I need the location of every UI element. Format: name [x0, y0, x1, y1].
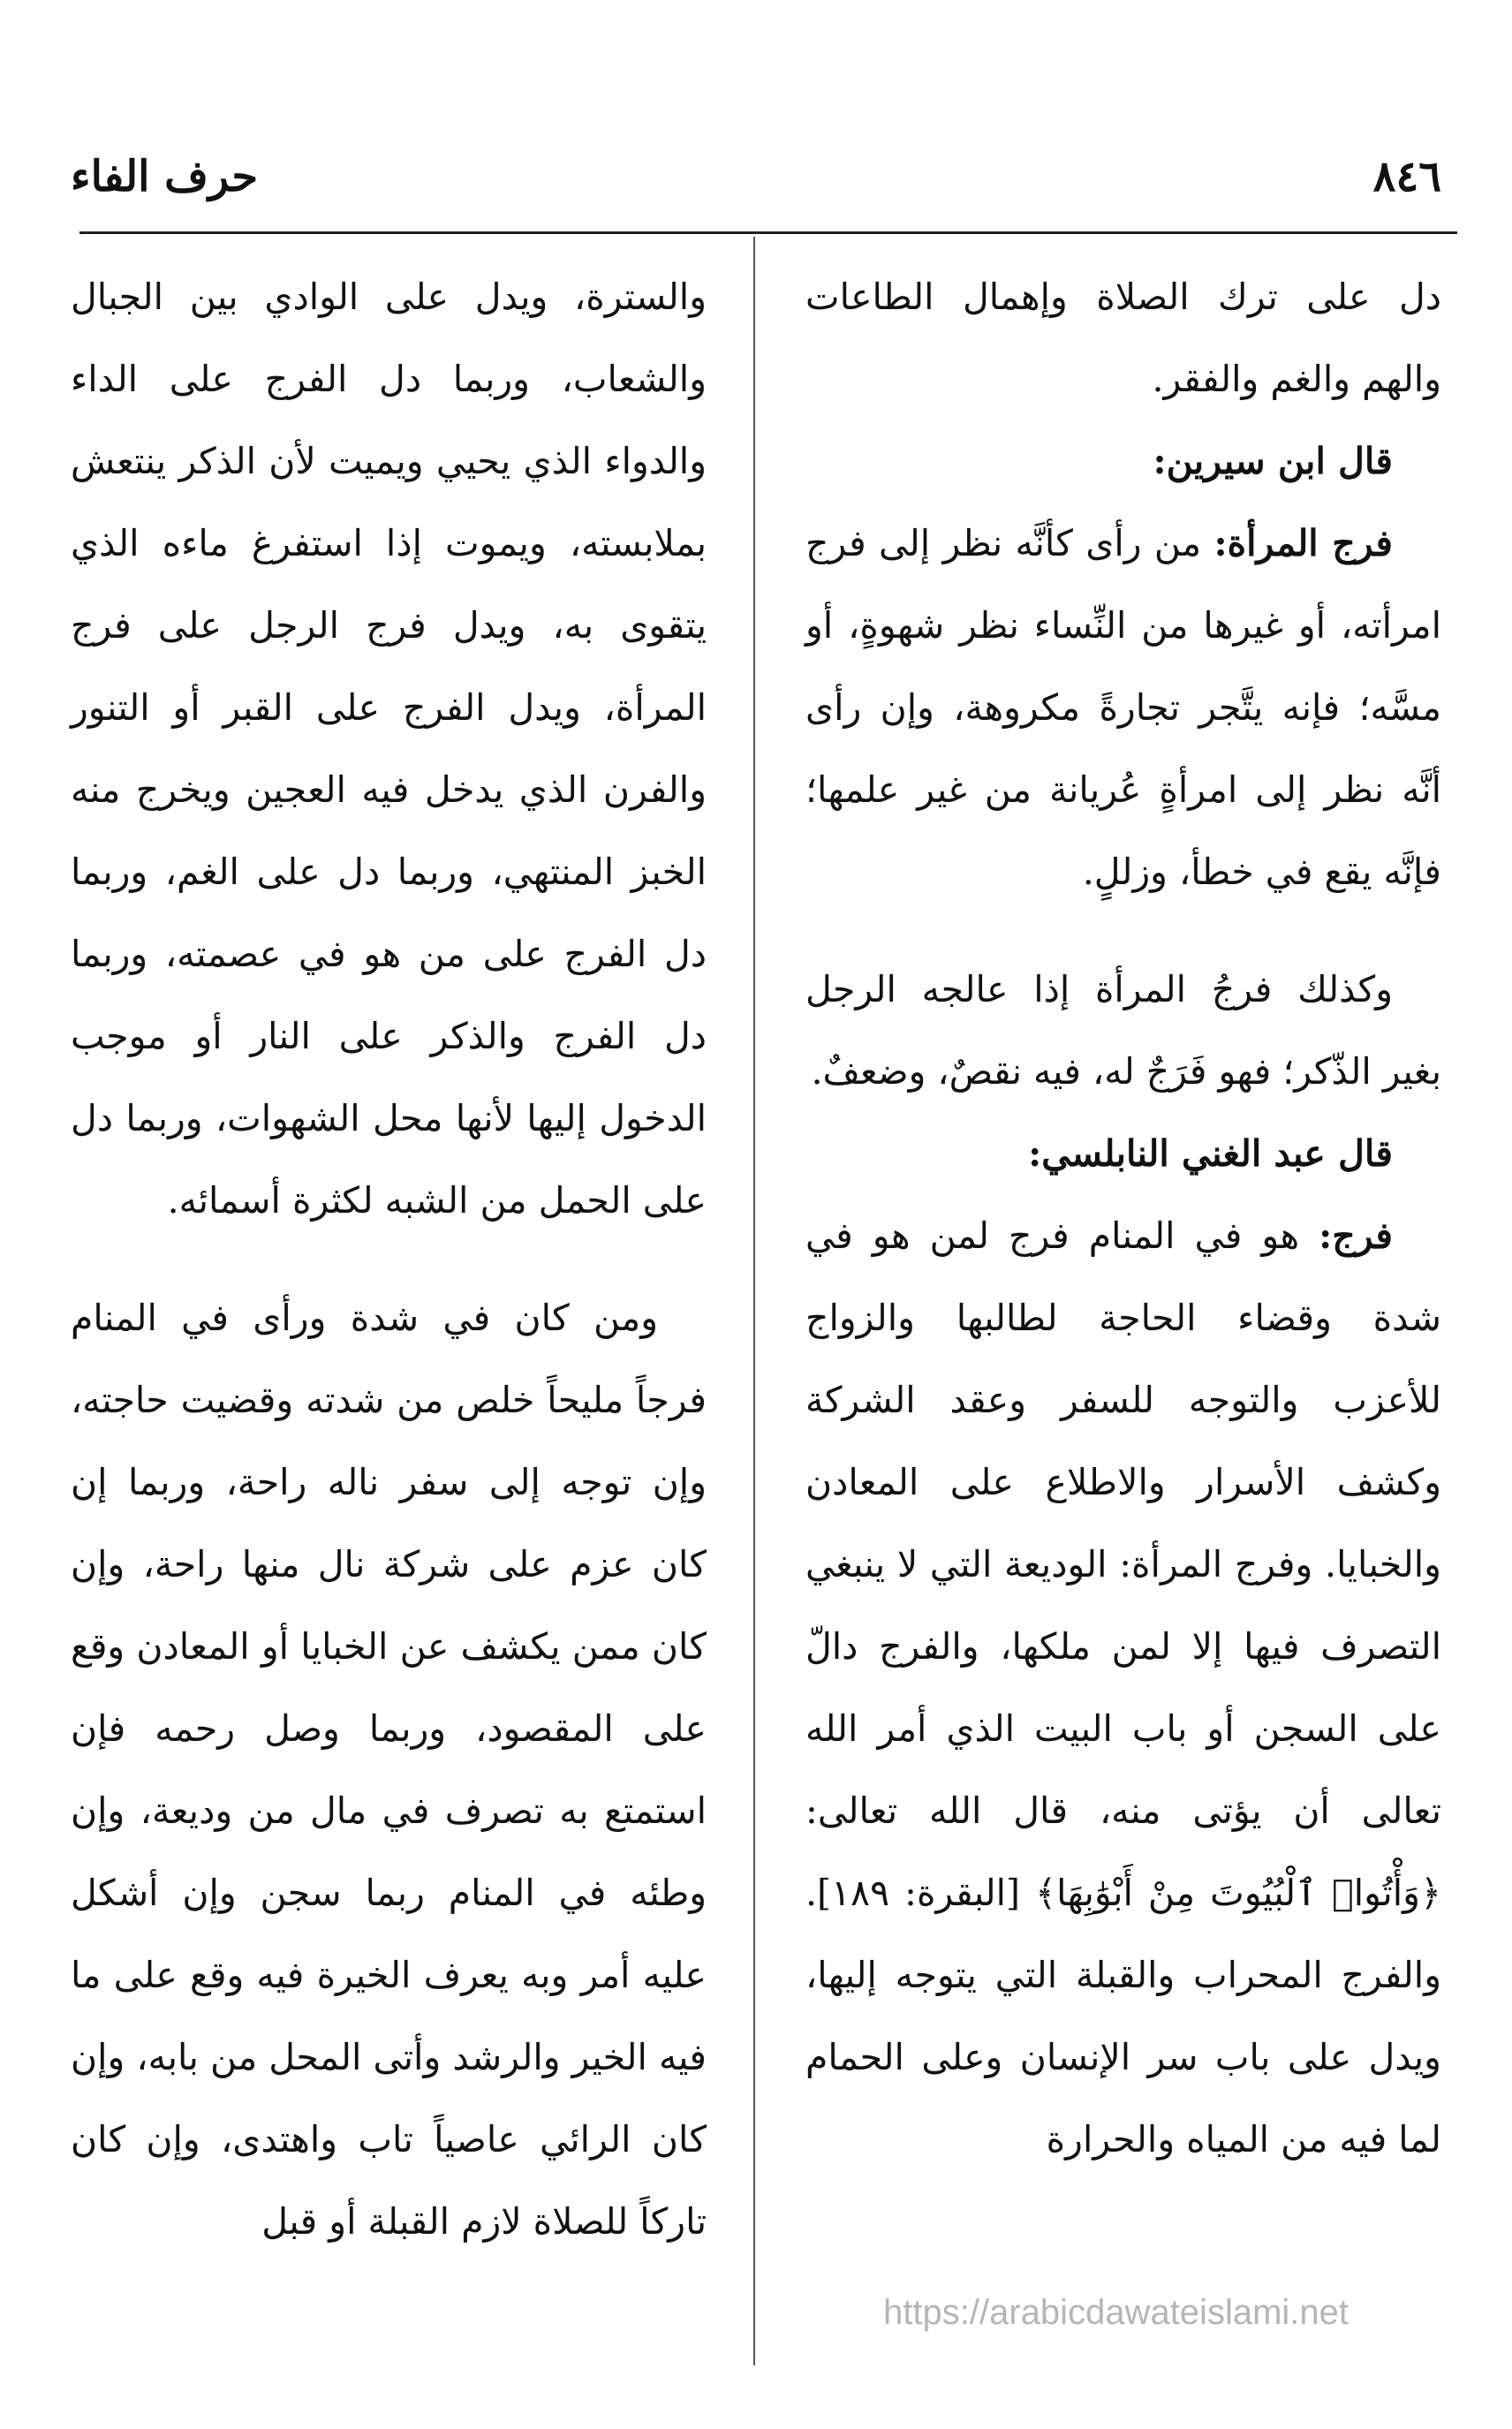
paragraph-likewise: وكذلك فرجُ المرأة إذا عالجه الرجل بغير الذّكر؛ فهو فَرَجٌ له، فيه نقصٌ، وضعفٌ.	[805, 968, 1441, 1093]
quran-verse: ﴿وَأْتُوا۟ ٱلْبُيُوتَ مِنْ أَبْوَٰبِهَا﴾	[1035, 1872, 1441, 1914]
entry-lead-term: فرج:	[1319, 1214, 1393, 1257]
paragraph-farj-entry	[805, 1195, 1441, 2181]
entry-text: من رأى كأنَّه نظر إلى فرج امرأته، أو غيرها من النِّساء نظر شهوةٍ، أو مسَّه؛ فإنه يتَّجر تجارةً مكروهة، وإن رأى أنَّه نظر إلى امرأةٍ عُريانة من غير علمها؛ فإنَّه يقع في خطأ، وزللٍ.	[805, 522, 1442, 893]
section-heading-ibn-sirin: قال ابن سيرين:	[1153, 440, 1393, 482]
paragraph-continuation: دل على ترك الصلاة وإهمال الطاعات والهم والغم والفقر.	[805, 276, 1441, 400]
section-heading-nabulsi: قال عبد الغني النابلسي:	[1028, 1132, 1393, 1175]
page-number: ٨٤٦	[1372, 152, 1441, 201]
paragraph-continuation: والسترة، ويدل على الوادي بين الجبال والشعاب، وربما دل الفرج على الداء والدواء الذي يحيي ويميت لأن الذكر ينتعش بملابسته، ويموت إذا استفرغ ماءه الذي يتقوى به، ويدل فرج الرجل على فرج المرأة، ويدل الفرج على القبر أو التنور والفرن الذي يدخل فيه العجين ويخرج منه الخبز المنتهي، وربما دل على الغم، وربما دل الفرج على من هو في عصمته، وربما دل الفرج والذكر على النار أو موجب الدخول إليها لأنها محل الشهوات، وربما دل على الحمل من الشبه لكثرة أسمائه.	[71, 276, 707, 1222]
watermark-url: https://arabicdawateislami.net	[883, 2293, 1349, 2332]
header-rule	[79, 231, 1457, 234]
left-column	[71, 256, 707, 2263]
entry-text-continued: [البقرة: ١٨٩]. والفرج المحراب والقبلة التي يتوجه إليها، ويدل على باب سر الإنسان وعلى الحمام لما فيه من المياه والحرارة	[805, 1872, 1441, 2160]
right-column	[805, 256, 1441, 2181]
paragraph-woman-farj	[805, 503, 1441, 913]
entry-lead-term: فرج المرأة:	[1213, 522, 1393, 564]
running-header-title: حرف الفاء	[71, 152, 259, 201]
column-divider	[753, 237, 755, 2365]
entry-text: هو في المنام فرج لمن هو في شدة وقضاء الحاجة لطالبها والزواج للأعزب والتوجه للسفر وعقد الشركة وكشف الأسرار والاطلاع على المعادن والخبايا. وفرج المرأة: الوديعة التي لا ينبغي التصرف فيها إلا لمن ملكها، والفرج دالّ على السجن أو باب البيت الذي أمر الله تعالى أن يؤتى منه، قال الله تعالى:	[805, 1214, 1441, 1832]
paragraph-hardship: ومن كان في شدة ورأى في المنام فرجاً مليحاً خلص من شدته وقضيت حاجته، وإن توجه إلى سفر ناله راحة، وربما إن كان عزم على شركة نال منها راحة، وإن كان ممن يكشف عن الخبايا أو المعادن وقع على المقصود، وربما وصل رحمه فإن استمتع به تصرف في مال من وديعة، وإن وطئه في المنام ربما سجن وإن أشكل عليه أمر وبه يعرف الخيرة فيه وقع على ما فيه الخير والرشد وأتى المحل من بابه، وإن كان الرائي عاصياً تاب واهتدى، وإن كان تاركاً للصلاة لازم القبلة أو قبل	[71, 1297, 707, 2243]
